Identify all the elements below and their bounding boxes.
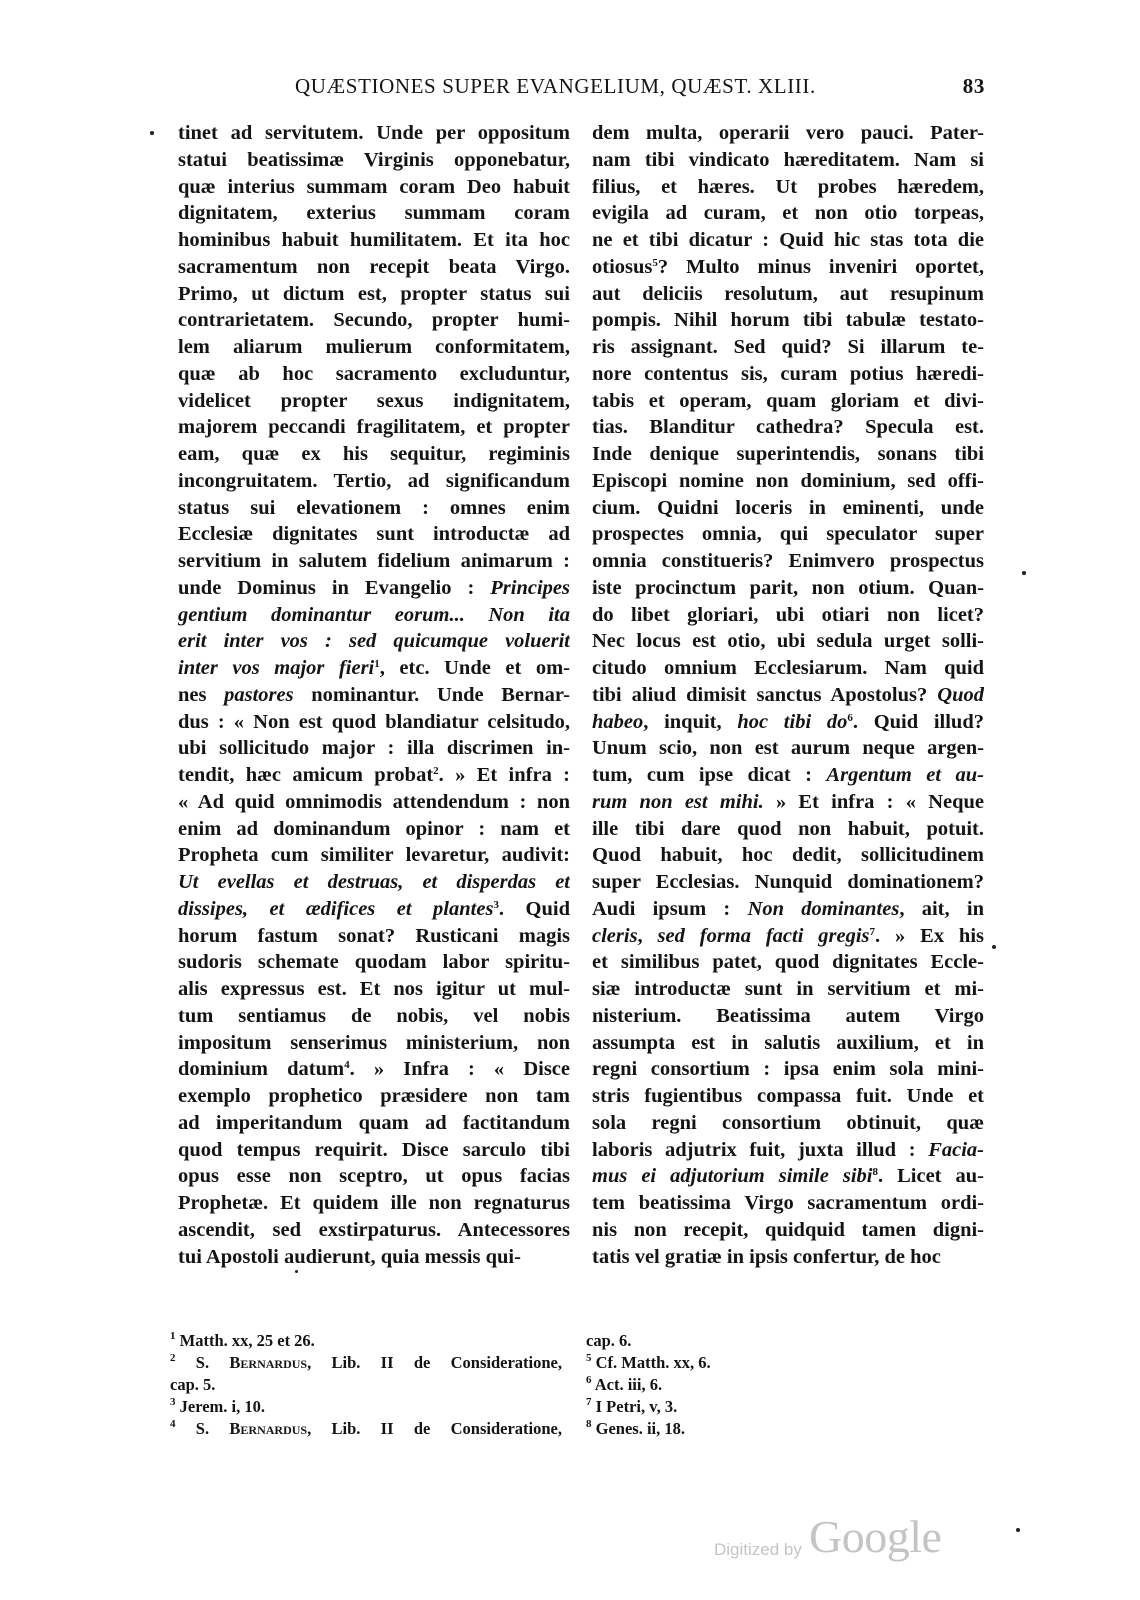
text-line: horum fastum sonat? Rusticani magis [178,924,570,947]
text-line: Audi ipsum : Non dominantes, ait, in [592,897,984,920]
text-line: aut deliciis resolutum, aut resupinum [592,282,984,305]
text-line: regni consortium : ipsa enim sola mini- [592,1058,984,1081]
text-line: cleris, sed forma facti gregis$^7$. » Ex his [592,924,984,947]
text-line: habeo, inquit, hoc tibi $do^6$. Quid illud? [592,710,984,733]
text-line: tem beatissima Virgo sacramentum ordi- [592,1192,984,1214]
text-line: dissipes, et ædifices et plantes$^3$. Quid [178,897,570,920]
digitization-watermark [714,1510,954,1570]
text-line: nam tibi vindicato hæreditatem. Nam si [592,148,984,171]
text-line: Prophetæ. Et quidem ille non regnaturus [178,1192,570,1214]
footnotes-left [170,1330,562,1440]
footnote: $^3$ Jerem. i, 10. [170,1396,266,1416]
text-line: Quod habuit, hoc dedit, sollicitudinem [592,844,984,867]
text-line: « Ad quid omnimodis attendendum : non [178,790,570,813]
footnote: $^5$ Cf. Matth. xx, 6. [586,1352,711,1372]
text-line: filius, et hæres. Ut probes hæredem, [592,175,984,198]
text-line: erit inter vos : sed quicumque voluerit [178,630,570,653]
text-line: tias. Blanditur cathedra? Specula est. [592,416,984,439]
text-line: Episcopi nomine non dominium, sed offi- [592,469,984,492]
text-line: ne et tibi dicatur : Quid hic stas tota die [592,229,984,251]
text-line: assumpta est in salutis auxilium, et in [592,1031,984,1054]
footnote: cap. 6. [586,1331,632,1350]
left-text-column [178,120,570,1270]
text-line: contrarietatem. Secundo, propter humi- [178,309,570,332]
text-line: videlicet propter sexus indignitatem, [178,389,570,412]
footnotes-right [586,1330,978,1440]
text-line: alis expressus est. Et nos igitur ut mul- [178,978,570,1000]
margin-speck [295,1270,298,1273]
text-line: cium. Quidni loceris in eminenti, unde [592,496,984,519]
footnote: $^2$ S. Bernardus, Lib. II de Consideratione, [170,1352,562,1372]
text-line: unde Dominus in Evangelio : Principes [178,576,570,599]
text-line: sacramentum non recepit beata Virgo. [178,255,570,278]
text-line: tendit, hæc amicum probat$^2$. » Et infra : [178,764,570,786]
watermark-prefix: Digitized by [714,1540,802,1559]
text-line: stris fugientibus compassa fuit. Unde et [592,1085,984,1107]
footnote: $^7$ I Petri, v, 3. [586,1396,678,1416]
text-line: ris assignant. Sed quid? Si illarum te- [592,336,984,358]
text-line: rum non est mihi. » Et infra : « Neque [592,790,984,813]
footnote: $^1$ Matth. xx, 25 et 26. [170,1330,315,1350]
text-line: ascendit, sed exstirpaturus. Antecessores [178,1218,570,1241]
footnote: $^4$ S. Bernardus, Lib. II de Consideratione, [170,1418,562,1438]
text-line: et similibus patet, quod dignitates Eccle- [592,951,984,974]
text-line: Unum scio, non est aurum neque argen- [592,737,984,760]
text-line: servitium in salutem fidelium animarum : [178,550,570,572]
text-line: dem multa, operarii vero pauci. Pater- [592,122,984,144]
text-line: majorem peccandi fragilitatem, et propter [178,416,570,439]
text-line: Nec locus est otio, ubi sedula urget solli- [592,630,984,653]
text-line: dignitatem, exterius summam coram [178,202,570,225]
text-line: citudo omnium Ecclesiarum. Nam quid [592,657,984,679]
text-line: evigila ad curam, et non otio torpeas, [592,202,984,225]
text-line: incongruitatem. Tertio, ad significandum [178,469,570,492]
running-head-title: QUÆSTIONES SUPER EVANGELIUM, QUÆST. XLIII. [295,74,816,98]
text-line: quæ ab hoc sacramento excluduntur, [178,362,570,385]
text-line: hominibus habuit humilitatem. Et ita hoc [178,229,570,251]
margin-speck [1022,571,1026,575]
text-line: Inde denique superintendis, sonans tibi [592,443,984,465]
text-line: Propheta cum similiter levaretur, audivit: [178,844,570,867]
text-line: dominium datum$^4$. » Infra : « Disce [178,1058,570,1081]
text-line: otiosus$^5$? Multo minus inveniri oportet, [592,255,984,278]
text-line: statui beatissimæ Virginis opponebatur, [178,148,570,171]
text-line: iste procinctum parit, non otium. Quan- [592,576,984,599]
footnote: cap. 5. [170,1375,216,1394]
text-line: tui Apostoli audierunt, quia messis qui- [178,1245,521,1268]
text-line: quod tempus requirit. Disce sarculo tibi [178,1138,570,1161]
text-line: prospectes omnia, qui speculator super [592,523,984,546]
text-line: Ecclesiæ dignitates sunt introductæ ad [178,523,570,546]
margin-speck [1016,1528,1020,1532]
text-line: tatis vel gratiæ in ipsis confertur, de hoc [592,1245,941,1268]
margin-speck [150,131,154,135]
text-line: tum, cum ipse dicat : Argentum et au- [592,764,984,786]
text-line: enim ad dominandum opinor : nam et [178,817,570,840]
margin-speck [992,945,996,949]
text-line: Ut evellas et destruas, et disperdas et [178,871,570,893]
text-line: quæ interius summam coram Deo habuit [178,175,570,198]
text-line: gentium dominantur eorum... Non ita [178,603,570,626]
text-line: status sui elevationem : omnes enim [178,496,570,519]
text-line: ille tibi dare quod non habuit, potuit. [592,817,984,840]
text-line: nisterium. Beatissima autem Virgo [592,1004,984,1027]
text-line: siæ introductæ sunt in servitium et mi- [592,978,984,1000]
text-line: laboris adjutrix fuit, juxta illud : Facia- [592,1138,984,1161]
text-line: ad imperitandum quam ad factitandum [178,1111,570,1134]
text-line: tibi aliud dimisit sanctus Apostolus? Quod [592,683,984,706]
text-line: exemplo prophetico præsidere non tam [178,1085,570,1107]
text-line: Primo, ut dictum est, propter status sui [178,282,570,305]
google-logo: Google [809,1511,942,1562]
text-line: tabis et operam, quam gloriam et divi- [592,389,984,412]
text-line: ubi sollicitudo major : illa discrimen in- [178,737,570,760]
text-line: mus ei adjutorium simile sibi$^8$. Licet au- [592,1165,984,1188]
text-line: pompis. Nihil horum tibi tabulæ testato- [592,309,984,332]
text-line: do libet gloriari, ubi otiari non licet? [592,603,984,626]
text-line: super Ecclesias. Nunquid dominationem? [592,871,984,893]
text-line: nes pastores nominantur. Unde Bernar- [178,683,570,706]
right-text-column [592,120,984,1270]
text-line: dus : « Non est quod blandiatur celsitudo, [178,710,570,733]
text-line: sola regni consortium obtinuit, quæ [592,1111,984,1134]
footnote: $^6$ Act. iii, 6. [586,1374,663,1394]
running-head [295,74,985,104]
text-line: tinet ad servitutem. Unde per oppositum [178,122,570,144]
text-line: opus esse non sceptro, ut opus facias [178,1165,570,1188]
text-line: sudoris schemate quodam labor spiritu- [178,951,570,974]
text-line: tum sentiamus de nobis, vel nobis [178,1004,570,1027]
text-line: inter vos major fieri$^1$, etc. Unde et om- [178,657,570,679]
text-line: lem aliarum mulierum conformitatem, [178,336,570,358]
text-line: eam, quæ ex his sequitur, regiminis [178,443,570,465]
text-line: omnia constitueris? Enimvero prospectus [592,550,984,572]
footnote: $^8$ Genes. ii, 18. [586,1418,685,1438]
text-line: impositum senserimus ministerium, non [178,1031,570,1054]
text-line: nis non recepit, quidquid tamen digni- [592,1218,984,1241]
text-line: nore contentus sis, curam potius hæredi- [592,362,984,385]
page-number: 83 [962,74,985,98]
